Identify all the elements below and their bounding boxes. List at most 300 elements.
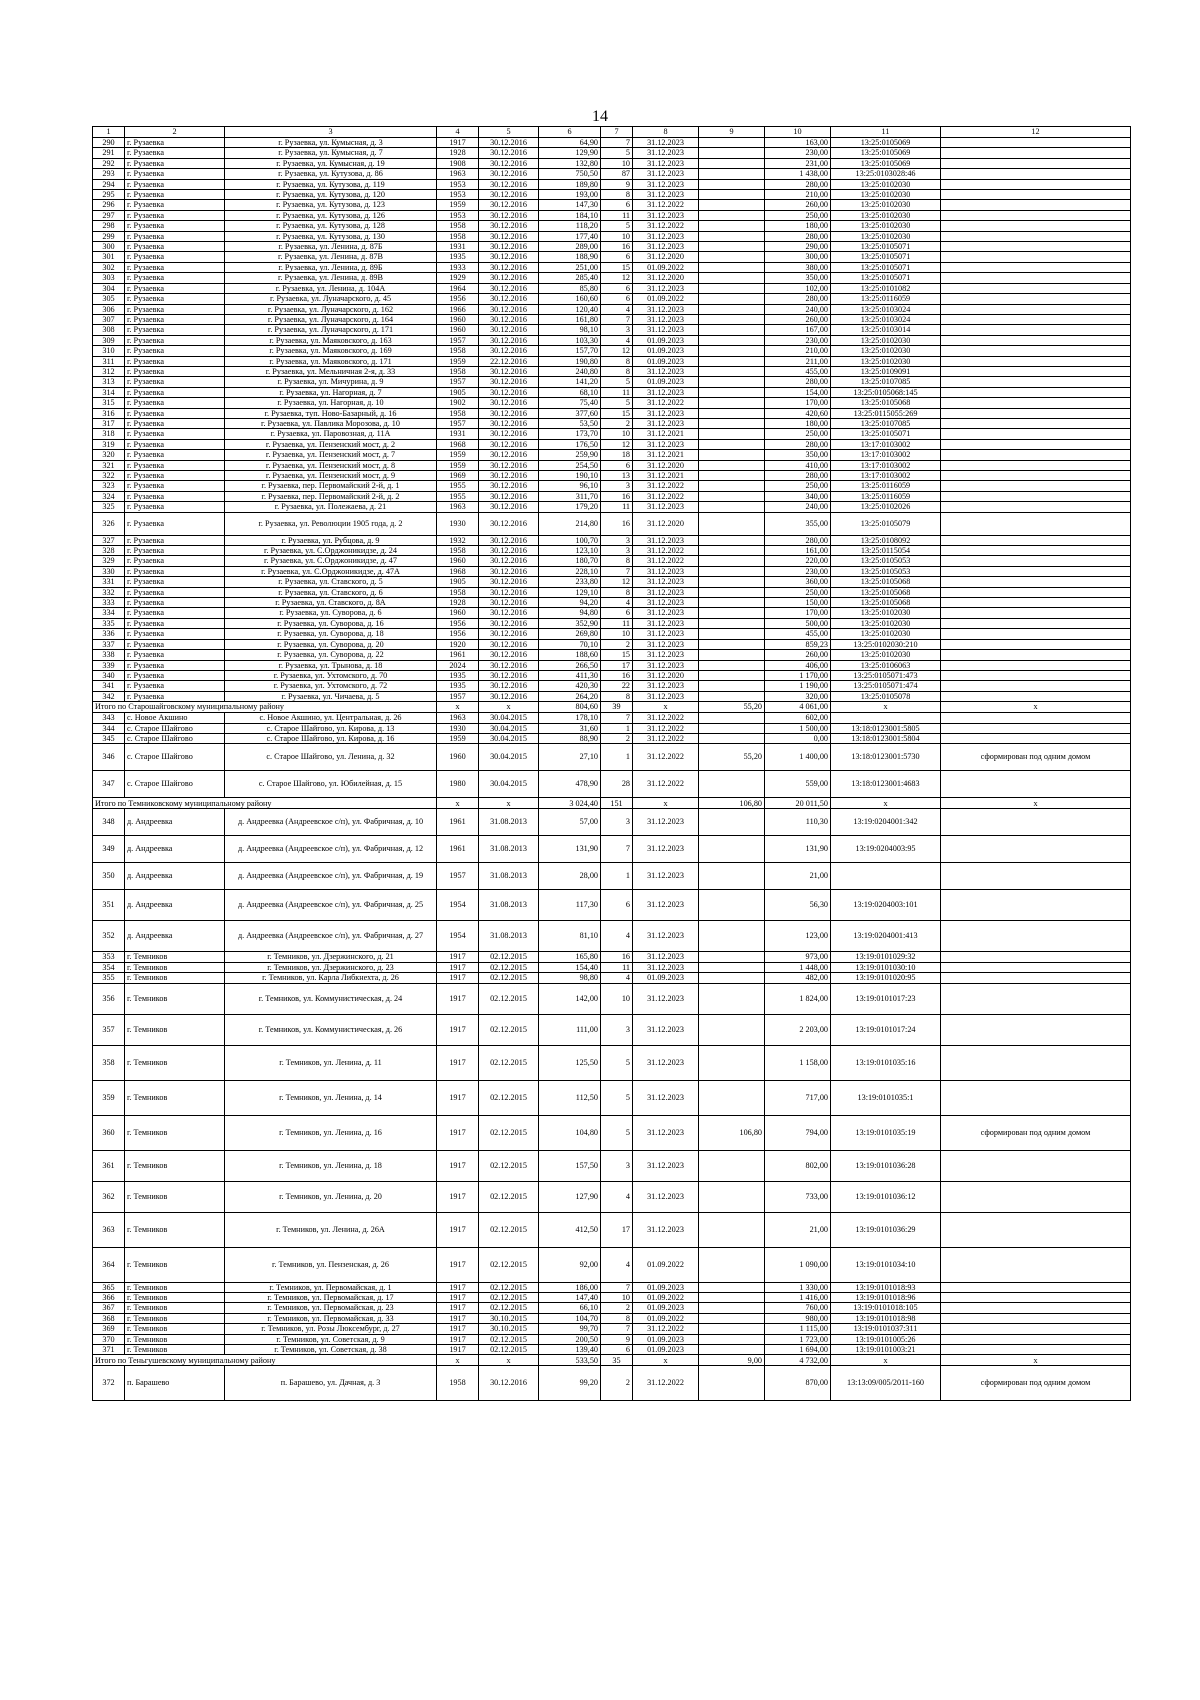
table-cell: 02.12.2015: [479, 1247, 539, 1282]
table-cell: 31.12.2022: [633, 491, 699, 501]
table-cell: 31.12.2023: [633, 921, 699, 952]
table-cell: 31.12.2021: [633, 450, 699, 460]
table-cell: г. Рузаевка, ул. Кутузова, д. 123: [225, 200, 437, 210]
table-cell: [941, 577, 1131, 587]
table-cell: 30.12.2016: [479, 387, 539, 397]
table-cell: 180,70: [539, 556, 601, 566]
table-cell: 131,90: [539, 836, 601, 863]
table-cell: 31.12.2023: [633, 660, 699, 670]
table-cell: 3: [601, 546, 633, 556]
table-cell: 31.08.2013: [479, 890, 539, 921]
table-cell: [699, 691, 765, 701]
table-cell: 02.12.2015: [479, 1334, 539, 1344]
table-cell: г. Темников, ул. Первомайская, д. 1: [225, 1282, 437, 1292]
table-cell: [699, 1014, 765, 1045]
total-cell: x: [831, 702, 941, 713]
table-cell: [941, 983, 1131, 1014]
table-cell: 13:25:0108092: [831, 535, 941, 545]
column-header: 9: [699, 127, 765, 138]
table-cell: 31.12.2023: [633, 1045, 699, 1080]
table-row: [93, 670, 1131, 680]
table-cell: 70,10: [539, 639, 601, 649]
table-cell: 324: [93, 491, 125, 501]
table-cell: 328: [93, 546, 125, 556]
total-cell: x: [941, 702, 1131, 713]
table-cell: г. Рузаевка: [125, 190, 225, 200]
table-cell: 280,00: [765, 471, 831, 481]
table-cell: 211,00: [765, 356, 831, 366]
table-cell: [941, 608, 1131, 618]
table-cell: [699, 200, 765, 210]
table-cell: 1961: [437, 809, 479, 836]
table-cell: [699, 598, 765, 608]
table-cell: 250,00: [765, 210, 831, 220]
table-cell: [699, 608, 765, 618]
table-cell: г. Темников, ул. Дзержинского, д. 21: [225, 952, 437, 962]
table-cell: 15: [601, 262, 633, 272]
table-cell: 150,00: [765, 598, 831, 608]
table-cell: 13:25:0105071: [831, 273, 941, 283]
table-cell: [941, 346, 1131, 356]
table-cell: 13:25:0107085: [831, 418, 941, 428]
table-cell: 13:25:0105068:145: [831, 387, 941, 397]
total-cell: x: [831, 1355, 941, 1366]
table-cell: 01.09.2023: [633, 377, 699, 387]
table-cell: 13:17:0103002: [831, 471, 941, 481]
table-cell: г. Рузаевка: [125, 304, 225, 314]
table-cell: 1961: [437, 836, 479, 863]
table-cell: 13:17:0103002: [831, 450, 941, 460]
table-cell: [699, 1212, 765, 1247]
table-cell: [941, 471, 1131, 481]
district-total-row: [93, 702, 1131, 713]
table-cell: г. Рузаевка, ул. Кутузова, д. 86: [225, 169, 437, 179]
table-cell: 190,80: [539, 356, 601, 366]
table-cell: 337: [93, 639, 125, 649]
table-cell: 1917: [437, 1292, 479, 1302]
table-row: [93, 294, 1131, 304]
table-cell: 142,00: [539, 983, 601, 1014]
table-cell: 367: [93, 1303, 125, 1313]
table-cell: [941, 723, 1131, 733]
table-cell: г. Рузаевка, пер. Первомайский 2-й, д. 1: [225, 481, 437, 491]
table-cell: 30.12.2016: [479, 242, 539, 252]
table-cell: г. Рузаевка: [125, 491, 225, 501]
table-cell: [941, 660, 1131, 670]
table-cell: 250,00: [765, 481, 831, 491]
table-cell: [699, 733, 765, 743]
table-cell: [699, 962, 765, 972]
table-cell: [699, 231, 765, 241]
table-cell: 345: [93, 733, 125, 743]
table-cell: [941, 210, 1131, 220]
table-cell: [831, 863, 941, 890]
table-cell: 210,00: [765, 190, 831, 200]
table-cell: 18: [601, 450, 633, 460]
table-cell: 455,00: [765, 629, 831, 639]
table-cell: 88,90: [539, 733, 601, 743]
table-cell: 30.12.2016: [479, 1366, 539, 1401]
table-cell: 365: [93, 1282, 125, 1292]
table-cell: 359: [93, 1080, 125, 1115]
table-cell: г. Рузаевка, ул. Кумысная, д. 3: [225, 138, 437, 148]
table-cell: г. Рузаевка, пер. Первомайский 2-й, д. 2: [225, 491, 437, 501]
total-cell: x: [831, 798, 941, 809]
table-cell: г. Рузаевка: [125, 670, 225, 680]
table-cell: 363: [93, 1212, 125, 1247]
table-cell: [941, 691, 1131, 701]
table-cell: 01.09.2023: [633, 1345, 699, 1355]
table-cell: 31.08.2013: [479, 921, 539, 952]
table-cell: 1 190,00: [765, 681, 831, 691]
table-cell: [941, 1345, 1131, 1355]
table-cell: 4: [601, 335, 633, 345]
table-cell: 366: [93, 1292, 125, 1302]
table-cell: [941, 1181, 1131, 1212]
table-cell: 13:19:0101036:28: [831, 1150, 941, 1181]
table-cell: 13:25:0103028:46: [831, 169, 941, 179]
table-cell: 240,00: [765, 502, 831, 512]
table-cell: 1917: [437, 1334, 479, 1344]
table-cell: [699, 387, 765, 397]
table-row: [93, 1181, 1131, 1212]
table-cell: 13:25:0115055:269: [831, 408, 941, 418]
table-cell: 1917: [437, 1080, 479, 1115]
table-cell: с. Старое Шайгово: [125, 723, 225, 733]
table-cell: [941, 283, 1131, 293]
table-cell: г. Рузаевка, ул. Суворова, д. 22: [225, 650, 437, 660]
table-cell: 240,00: [765, 304, 831, 314]
table-cell: 75,40: [539, 398, 601, 408]
table-cell: 1957: [437, 418, 479, 428]
table-cell: 17: [601, 1212, 633, 1247]
table-cell: 31.12.2023: [633, 158, 699, 168]
table-cell: [699, 294, 765, 304]
table-cell: 31.12.2020: [633, 512, 699, 535]
table-cell: [699, 1334, 765, 1344]
table-cell: 1917: [437, 1247, 479, 1282]
table-cell: 336: [93, 629, 125, 639]
column-header: 10: [765, 127, 831, 138]
table-cell: 802,00: [765, 1150, 831, 1181]
table-cell: 117,30: [539, 890, 601, 921]
table-cell: 1908: [437, 158, 479, 168]
table-cell: [941, 294, 1131, 304]
table-cell: 13:19:0101017:23: [831, 983, 941, 1014]
table-cell: 31.12.2023: [633, 231, 699, 241]
table-cell: [941, 138, 1131, 148]
table-cell: г. Темников, ул. Карла Либкнехта, д. 26: [225, 973, 437, 983]
table-cell: 254,50: [539, 460, 601, 470]
table-cell: 17: [601, 660, 633, 670]
table-cell: 30.12.2016: [479, 577, 539, 587]
table-cell: 30.12.2016: [479, 273, 539, 283]
table-cell: 602,00: [765, 713, 831, 723]
table-cell: 344: [93, 723, 125, 733]
table-cell: 314: [93, 387, 125, 397]
table-cell: [699, 491, 765, 501]
total-cell: 3 024,40: [539, 798, 601, 809]
table-cell: 31.12.2023: [633, 190, 699, 200]
table-cell: [941, 491, 1131, 501]
table-cell: 311: [93, 356, 125, 366]
table-cell: 02.12.2015: [479, 1292, 539, 1302]
table-cell: 5: [601, 1115, 633, 1150]
table-cell: 1960: [437, 325, 479, 335]
table-cell: г. Рузаевка: [125, 639, 225, 649]
table-cell: [941, 546, 1131, 556]
table-cell: 2: [601, 418, 633, 428]
table-cell: 13:25:0105068: [831, 598, 941, 608]
table-cell: 31.12.2022: [633, 546, 699, 556]
table-cell: 31.12.2023: [633, 618, 699, 628]
table-cell: [699, 723, 765, 733]
table-cell: [941, 242, 1131, 252]
table-cell: 31.12.2023: [633, 681, 699, 691]
table-cell: 13:25:0102030: [831, 221, 941, 231]
table-cell: 3: [601, 535, 633, 545]
table-cell: 53,50: [539, 418, 601, 428]
table-cell: 110,30: [765, 809, 831, 836]
table-row: [93, 1292, 1131, 1302]
table-cell: 5: [601, 398, 633, 408]
table-cell: 348: [93, 809, 125, 836]
table-cell: 377,60: [539, 408, 601, 418]
table-cell: 1958: [437, 587, 479, 597]
table-cell: 13:25:0105078: [831, 691, 941, 701]
table-cell: [699, 863, 765, 890]
table-cell: 1954: [437, 921, 479, 952]
column-header: 2: [125, 127, 225, 138]
table-cell: 31.12.2023: [633, 809, 699, 836]
table-cell: 339: [93, 660, 125, 670]
table-row: [93, 639, 1131, 649]
table-cell: 331: [93, 577, 125, 587]
table-cell: 1957: [437, 863, 479, 890]
table-row: [93, 179, 1131, 189]
table-cell: [699, 1345, 765, 1355]
column-header: 6: [539, 127, 601, 138]
table-cell: 01.09.2022: [633, 1247, 699, 1282]
table-cell: 358: [93, 1045, 125, 1080]
table-cell: г. Рузаевка, ул. Маяковского, д. 171: [225, 356, 437, 366]
table-cell: [941, 179, 1131, 189]
table-cell: 31.12.2023: [633, 283, 699, 293]
table-cell: [941, 629, 1131, 639]
table-cell: 302: [93, 262, 125, 272]
table-cell: 269,80: [539, 629, 601, 639]
table-cell: 335: [93, 618, 125, 628]
table-cell: 240,80: [539, 366, 601, 376]
table-cell: [941, 148, 1131, 158]
table-cell: 1980: [437, 771, 479, 798]
table-cell: 1917: [437, 1212, 479, 1247]
table-cell: 170,00: [765, 608, 831, 618]
table-cell: 131,90: [765, 836, 831, 863]
table-cell: 478,90: [539, 771, 601, 798]
table-cell: г. Темников: [125, 1313, 225, 1323]
table-cell: 28: [601, 771, 633, 798]
table-row: [93, 418, 1131, 428]
table-cell: 96,10: [539, 481, 601, 491]
table-cell: 1 500,00: [765, 723, 831, 733]
table-cell: 285,40: [539, 273, 601, 283]
table-cell: 1958: [437, 1366, 479, 1401]
table-cell: г. Рузаевка: [125, 169, 225, 179]
table-cell: г. Рузаевка: [125, 587, 225, 597]
table-cell: 259,90: [539, 450, 601, 460]
table-cell: 22.12.2016: [479, 356, 539, 366]
table-row: [93, 1366, 1131, 1401]
table-cell: 717,00: [765, 1080, 831, 1115]
table-cell: 188,60: [539, 650, 601, 660]
table-cell: 165,80: [539, 952, 601, 962]
table-cell: 11: [601, 618, 633, 628]
table-cell: 9: [601, 1334, 633, 1344]
table-cell: 31.12.2020: [633, 252, 699, 262]
table-cell: [941, 713, 1131, 723]
table-cell: 13:25:0102030: [831, 650, 941, 660]
table-cell: 02.12.2015: [479, 1150, 539, 1181]
table-cell: 13:25:0101082: [831, 283, 941, 293]
table-cell: [941, 377, 1131, 387]
table-cell: 160,60: [539, 294, 601, 304]
table-cell: 30.12.2016: [479, 598, 539, 608]
table-row: [93, 138, 1131, 148]
table-cell: 147,30: [539, 200, 601, 210]
table-row: [93, 598, 1131, 608]
table-row: [93, 836, 1131, 863]
table-cell: 30.12.2016: [479, 148, 539, 158]
table-cell: 411,30: [539, 670, 601, 680]
table-cell: г. Рузаевка, ул. Ленина, д. 89В: [225, 273, 437, 283]
table-cell: г. Рузаевка: [125, 398, 225, 408]
table-cell: 103,30: [539, 335, 601, 345]
total-cell: 9,00: [699, 1355, 765, 1366]
table-cell: 1958: [437, 366, 479, 376]
table-cell: г. Рузаевка: [125, 283, 225, 293]
table-cell: 293: [93, 169, 125, 179]
table-cell: 31.12.2023: [633, 418, 699, 428]
table-cell: 13:18:0123001:5730: [831, 744, 941, 771]
table-cell: г. Рузаевка, ул. Луначарского, д. 171: [225, 325, 437, 335]
table-cell: [699, 836, 765, 863]
table-cell: 1 824,00: [765, 983, 831, 1014]
table-cell: 30.12.2016: [479, 450, 539, 460]
total-cell: 533,50: [539, 1355, 601, 1366]
table-cell: 13:19:0101017:24: [831, 1014, 941, 1045]
table-cell: 01.09.2022: [633, 1292, 699, 1302]
table-cell: 6: [601, 294, 633, 304]
table-cell: 13:17:0103002: [831, 439, 941, 449]
table-cell: г. Темников, ул. Ленина, д. 26А: [225, 1212, 437, 1247]
table-cell: 30.12.2016: [479, 535, 539, 545]
table-cell: 1963: [437, 169, 479, 179]
table-cell: 360: [93, 1115, 125, 1150]
table-cell: г. Рузаевка, ул. Кутузова, д. 128: [225, 221, 437, 231]
table-cell: 189,80: [539, 179, 601, 189]
table-cell: д. Андреевка: [125, 921, 225, 952]
table-cell: г. Рузаевка: [125, 460, 225, 470]
table-cell: с. Старое Шайгово: [125, 744, 225, 771]
table-cell: 13:19:0101030:10: [831, 962, 941, 972]
table-cell: г. Темников: [125, 952, 225, 962]
table-cell: 30.12.2016: [479, 650, 539, 660]
table-cell: г. Рузаевка, ул. Кутузова, д. 130: [225, 231, 437, 241]
column-number-row: [93, 127, 1131, 138]
table-cell: 307: [93, 314, 125, 324]
table-cell: г. Рузаевка: [125, 138, 225, 148]
table-cell: 190,10: [539, 471, 601, 481]
table-cell: 294: [93, 179, 125, 189]
table-cell: г. Рузаевка, ул. Пензенский мост, д. 7: [225, 450, 437, 460]
table-cell: 322: [93, 471, 125, 481]
table-cell: 1 694,00: [765, 1345, 831, 1355]
table-cell: 94,20: [539, 598, 601, 608]
table-cell: 10: [601, 983, 633, 1014]
table-cell: 6: [601, 460, 633, 470]
table-cell: 98,80: [539, 973, 601, 983]
table-cell: 1957: [437, 377, 479, 387]
table-cell: сформирован под одним домом: [941, 1115, 1131, 1150]
table-row: [93, 398, 1131, 408]
table-cell: 12: [601, 577, 633, 587]
table-cell: 31.08.2013: [479, 863, 539, 890]
table-cell: д. Андреевка: [125, 836, 225, 863]
table-cell: 13:18:0123001:5804: [831, 733, 941, 743]
table-cell: г. Рузаевка: [125, 450, 225, 460]
table-cell: 1959: [437, 200, 479, 210]
total-label: Итого по Старошайговскому муниципальному району: [93, 702, 437, 713]
table-cell: 30.12.2016: [479, 314, 539, 324]
table-row: [93, 691, 1131, 701]
table-cell: 349: [93, 836, 125, 863]
table-cell: 01.09.2023: [633, 1282, 699, 1292]
table-cell: [699, 252, 765, 262]
table-cell: 31.12.2023: [633, 1080, 699, 1115]
table-cell: г. Темников, ул. Ленина, д. 16: [225, 1115, 437, 1150]
table-cell: 13:19:0101018:98: [831, 1313, 941, 1323]
table-cell: 280,00: [765, 535, 831, 545]
table-row: [93, 660, 1131, 670]
table-cell: 1: [601, 744, 633, 771]
table-cell: 13:17:0103002: [831, 460, 941, 470]
table-cell: 31.12.2021: [633, 471, 699, 481]
table-cell: 13:19:0101034:10: [831, 1247, 941, 1282]
table-cell: 30.12.2016: [479, 210, 539, 220]
table-cell: 02.12.2015: [479, 952, 539, 962]
table-cell: [699, 262, 765, 272]
table-cell: 31.12.2023: [633, 639, 699, 649]
table-row: [93, 242, 1131, 252]
table-cell: г. Рузаевка, ул. Нагорная, д. 7: [225, 387, 437, 397]
table-cell: [699, 418, 765, 428]
table-cell: [941, 231, 1131, 241]
table-cell: г. Темников, ул. Коммунистическая, д. 26: [225, 1014, 437, 1045]
table-cell: г. Темников, ул. Ленина, д. 18: [225, 1150, 437, 1181]
table-cell: 31.12.2023: [633, 608, 699, 618]
table-cell: 12: [601, 346, 633, 356]
table-cell: 111,00: [539, 1014, 601, 1045]
table-cell: 123,10: [539, 546, 601, 556]
table-cell: [699, 242, 765, 252]
table-cell: 368: [93, 1313, 125, 1323]
table-cell: 180,00: [765, 418, 831, 428]
total-cell: x: [437, 1355, 479, 1366]
table-cell: [941, 1303, 1131, 1313]
table-cell: 8: [601, 691, 633, 701]
table-cell: 104,80: [539, 1115, 601, 1150]
